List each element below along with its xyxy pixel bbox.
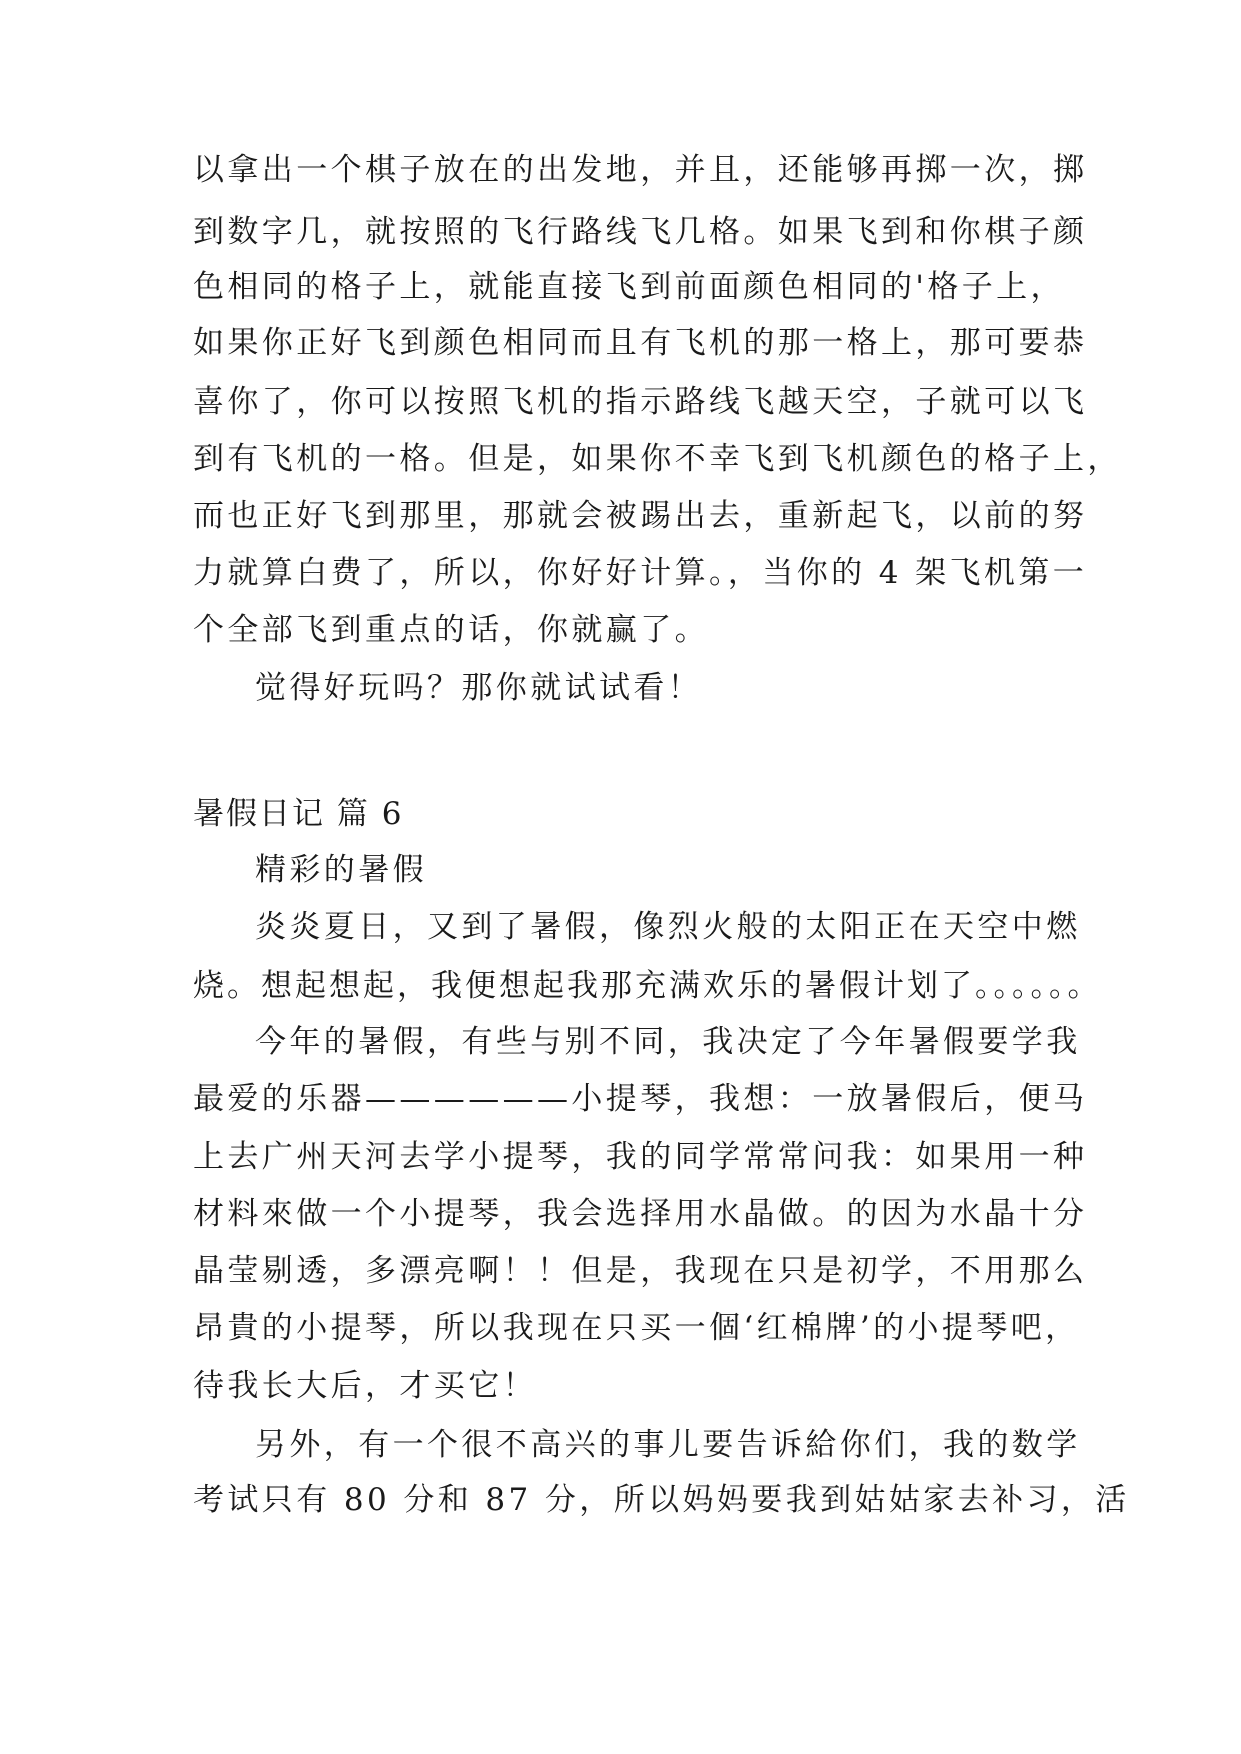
essay-title: 精彩的暑假: [255, 852, 427, 888]
paragraph-line: 上去广州天河去学小提琴，我的同学常常问我：如果用一种: [193, 1139, 1088, 1175]
paragraph-line: 材料來做一个小提琴，我会选择用水晶做。的因为水晶十分: [193, 1196, 1088, 1232]
paragraph-line: 到数字几，就按照的飞行路线飞几格。如果飞到和你棋子颜: [193, 214, 1088, 250]
paragraph-line: 另外，有一个很不高兴的事儿要告诉給你们，我的数学: [255, 1427, 1081, 1463]
paragraph-line: 烧。想起想起，我便想起我那充满欢乐的暑假计划了。。。。。。: [193, 968, 1102, 1004]
paragraph-line: 个全部飞到重点的话，你就赢了。: [193, 612, 709, 648]
paragraph-line: 力就算白费了，所以，你好好计算。，当你的 4 架飞机第一: [193, 555, 1088, 591]
paragraph-line: 昂貴的小提琴，所以我现在只买一個‘红棉牌’的小提琴吧，: [193, 1310, 1080, 1346]
paragraph-line: 色相同的格子上，就能直接飞到前面颜色相同的'格子上，: [193, 269, 1065, 305]
paragraph-line: 以拿出一个棋子放在的出发地，并且，还能够再掷一次，掷: [193, 152, 1088, 188]
paragraph-line: 而也正好飞到那里，那就会被踢出去，重新起飞，以前的努: [193, 498, 1088, 534]
paragraph-line: 炎炎夏日，又到了暑假，像烈火般的太阳正在天空中燃: [255, 909, 1081, 945]
paragraph-line: 考试只有 80 分和 87 分，所以妈妈要我到姑姑家去补习，活: [193, 1482, 1130, 1518]
paragraph-line: 最爱的乐器——————小提琴，我想：一放暑假后，便马: [193, 1081, 1088, 1117]
paragraph-line: 晶莹剔透，多漂亮啊！！但是，我现在只是初学，不用那么: [193, 1253, 1088, 1289]
section-heading: 暑假日记 篇 6: [193, 796, 404, 832]
paragraph-line: 到有飞机的一格。但是，如果你不幸飞到飞机颜色的格子上，: [193, 441, 1122, 477]
paragraph-line: 觉得好玩吗？那你就试试看！: [255, 670, 703, 706]
paragraph-line: 喜你了，你可以按照飞机的指示路线飞越天空，子就可以飞: [193, 384, 1088, 420]
paragraph-line: 如果你正好飞到颜色相同而且有飞机的那一格上，那可要恭: [193, 325, 1088, 361]
paragraph-line: 待我长大后，才买它！: [193, 1368, 537, 1404]
paragraph-line: 今年的暑假，有些与别不同，我决定了今年暑假要学我: [255, 1024, 1081, 1060]
